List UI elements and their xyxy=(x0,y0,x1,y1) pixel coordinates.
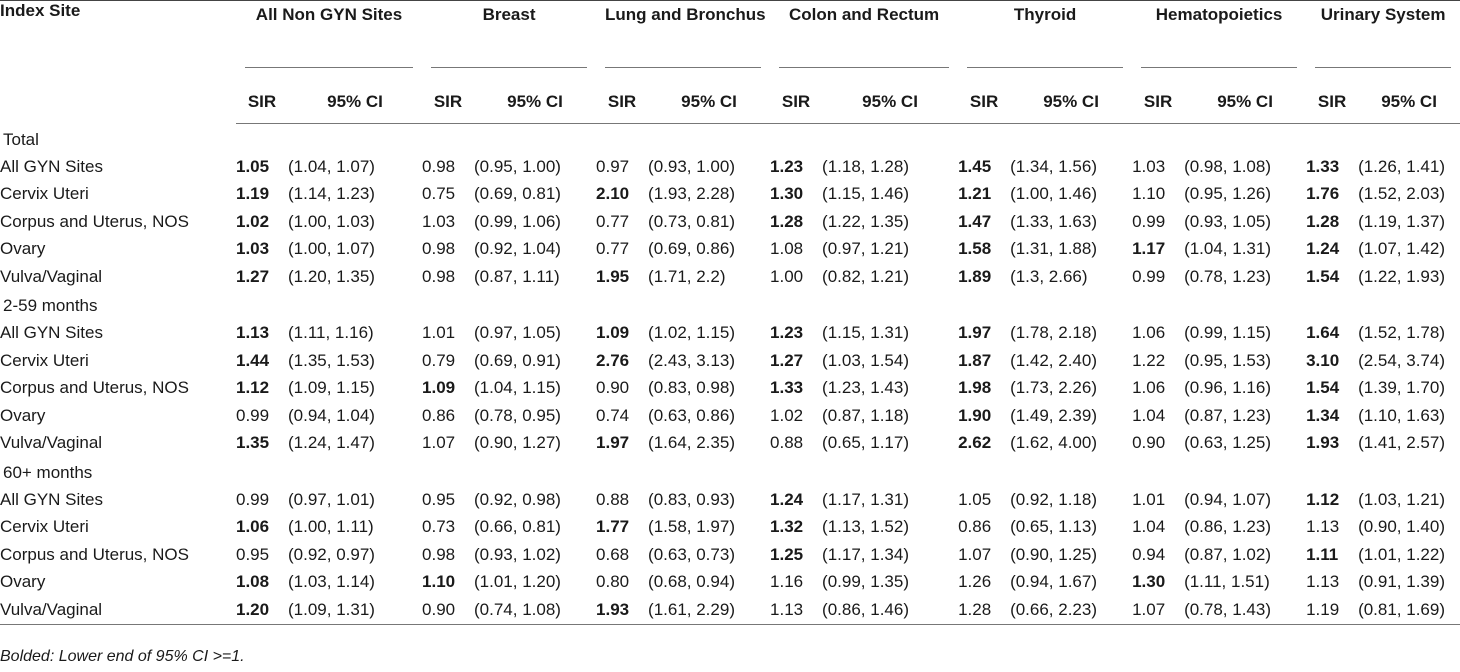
table-row xyxy=(0,263,1460,291)
section-title: 2-59 months xyxy=(3,296,98,315)
table-body xyxy=(0,124,1460,625)
table-row xyxy=(0,430,1460,458)
group-header: Thyroid xyxy=(958,1,1132,81)
ci-cell: (1.02, 1.15) xyxy=(648,323,735,343)
sir-cell: 1.07 xyxy=(958,544,992,564)
sir-cell: 0.88 xyxy=(596,489,630,509)
sir-cell: 1.23 xyxy=(770,156,804,176)
group-header: Urinary System xyxy=(1306,1,1460,81)
sir-cell: 1.02 xyxy=(770,405,804,425)
ci-cell: (1.78, 2.18) xyxy=(1010,323,1098,343)
row-label: Vulva/Vaginal xyxy=(0,266,103,286)
ci-cell: (0.98, 1.08) xyxy=(1184,156,1272,176)
sir-cell: 0.99 xyxy=(1132,211,1166,231)
ci-cell: (1.17, 1.31) xyxy=(822,489,909,509)
sir-cell: 1.13 xyxy=(1306,572,1340,592)
sir-cell: 0.90 xyxy=(1132,433,1166,453)
ci-cell: (1.23, 1.43) xyxy=(822,378,909,398)
sir-cell: 0.73 xyxy=(422,517,456,537)
ci-cell: (1.15, 1.31) xyxy=(822,323,909,343)
sir-cell: 1.21 xyxy=(958,184,992,204)
ci-cell: (1.00, 1.11) xyxy=(288,517,374,537)
sir-cell: 1.93 xyxy=(596,596,648,624)
sir-cell: 1.16 xyxy=(770,572,804,592)
sir-cell: 1.34 xyxy=(1306,405,1340,425)
sir-cell: 1.23 xyxy=(770,323,804,343)
ci-cell: (0.65, 1.13) xyxy=(1010,517,1098,537)
ci-cell: (1.35, 1.53) xyxy=(288,350,375,370)
sir-cell: 1.03 xyxy=(422,211,456,231)
ci-cell: (0.90, 1.27) xyxy=(474,433,561,453)
row-label: Cervix Uteri xyxy=(0,184,89,204)
sir-col-header: SIR xyxy=(770,80,822,124)
sir-cell: 1.76 xyxy=(1306,184,1340,204)
ci-col-header: 95% CI xyxy=(474,80,596,124)
sir-cell: 1.01 xyxy=(1132,489,1166,509)
ci-cell: (0.87, 1.11) xyxy=(474,266,560,286)
ci-cell: (2.54, 3.74) xyxy=(1358,350,1446,370)
footnote: Bolded: Lower end of 95% CI >=1. xyxy=(0,648,245,665)
sir-cell: 1.10 xyxy=(422,572,456,592)
sir-cell: 1.08 xyxy=(770,239,804,259)
section-row xyxy=(0,457,1460,486)
sir-cell: 1.13 xyxy=(236,323,270,343)
sir-cell: 1.19 xyxy=(1306,596,1358,624)
ci-cell: (1.20, 1.35) xyxy=(288,266,375,286)
sir-cell: 1.98 xyxy=(958,378,992,398)
row-label: Cervix Uteri xyxy=(0,350,89,370)
group-header: Lung and Bronchus xyxy=(596,1,770,81)
ci-cell: (0.99, 1.15) xyxy=(1184,323,1272,343)
sir-cell: 2.10 xyxy=(596,184,630,204)
group-header: Breast xyxy=(422,1,596,81)
ci-cell: (0.78, 1.43) xyxy=(1184,596,1306,624)
sir-col-header: SIR xyxy=(236,80,288,124)
sir-cell: 1.47 xyxy=(958,211,992,231)
sir-cell: 1.87 xyxy=(958,350,992,370)
row-label: All GYN Sites xyxy=(0,489,103,509)
sir-cell: 1.89 xyxy=(958,266,992,286)
sir-cell: 1.58 xyxy=(958,239,992,259)
row-label: All GYN Sites xyxy=(0,156,103,176)
section-row xyxy=(0,291,1460,320)
row-label: Corpus and Uterus, NOS xyxy=(0,211,189,231)
sir-cell: 0.75 xyxy=(422,184,456,204)
table-row xyxy=(0,153,1460,181)
ci-col-header: 95% CI xyxy=(648,80,770,124)
ci-cell: (1.18, 1.28) xyxy=(822,156,909,176)
table-row xyxy=(0,347,1460,375)
sir-cell: 1.00 xyxy=(770,266,804,286)
sir-cell: 1.30 xyxy=(1132,572,1166,592)
ci-cell: (1.03, 1.21) xyxy=(1358,489,1446,509)
ci-cell: (1.62, 4.00) xyxy=(1010,433,1098,453)
ci-cell: (0.99, 1.35) xyxy=(822,572,909,592)
ci-cell: (1.93, 2.28) xyxy=(648,184,735,204)
sir-cell: 0.95 xyxy=(422,489,456,509)
ci-col-header: 95% CI xyxy=(288,80,422,124)
sir-cell: 2.62 xyxy=(958,433,992,453)
ci-cell: (1.15, 1.46) xyxy=(822,184,909,204)
sir-cell: 1.06 xyxy=(1132,378,1166,398)
sir-cell: 1.28 xyxy=(770,211,804,231)
ci-cell: (0.82, 1.21) xyxy=(822,266,909,286)
section-title: Total xyxy=(3,129,39,149)
ci-cell: (0.86, 1.46) xyxy=(822,596,958,624)
ci-cell: (0.92, 1.04) xyxy=(474,239,561,259)
ci-cell: (0.94, 1.67) xyxy=(1010,572,1098,592)
section-row xyxy=(0,124,1460,154)
sir-cell: 0.94 xyxy=(1132,544,1166,564)
sir-cell: 0.97 xyxy=(596,156,630,176)
sir-cell: 0.98 xyxy=(422,239,456,259)
ci-cell: (1.64, 2.35) xyxy=(648,433,735,453)
sir-cell: 0.98 xyxy=(422,156,456,176)
ci-cell: (0.69, 0.81) xyxy=(474,184,561,204)
sir-cell: 1.28 xyxy=(958,596,1010,624)
sir-cell: 1.27 xyxy=(236,266,270,286)
ci-cell: (0.93, 1.02) xyxy=(474,544,561,564)
sir-cell: 1.01 xyxy=(422,323,456,343)
ci-cell: (1.3, 2.66) xyxy=(1010,266,1088,286)
ci-cell: (0.99, 1.06) xyxy=(474,211,561,231)
row-label: Corpus and Uterus, NOS xyxy=(0,544,189,564)
ci-cell: (1.04, 1.31) xyxy=(1184,239,1272,259)
ci-cell: (1.61, 2.29) xyxy=(648,596,770,624)
ci-cell: (0.63, 0.86) xyxy=(648,405,735,425)
ci-cell: (1.33, 1.63) xyxy=(1010,211,1098,231)
sir-cell: 1.20 xyxy=(236,596,288,624)
sir-cell: 0.90 xyxy=(596,378,630,398)
sir-cell: 1.12 xyxy=(1306,489,1340,509)
sir-cell: 1.32 xyxy=(770,517,804,537)
sir-cell: 1.35 xyxy=(236,433,270,453)
sir-cell: 0.86 xyxy=(958,517,992,537)
sir-cell: 1.06 xyxy=(1132,323,1166,343)
ci-cell: (0.95, 1.53) xyxy=(1184,350,1272,370)
ci-cell: (2.43, 3.13) xyxy=(648,350,735,370)
row-label: Ovary xyxy=(0,405,46,425)
sir-cell: 1.05 xyxy=(958,489,992,509)
index-site-header: Index Site xyxy=(0,1,81,20)
sir-cell: 1.24 xyxy=(770,489,804,509)
sir-cell: 1.08 xyxy=(236,572,270,592)
sir-cell: 1.10 xyxy=(1132,184,1166,204)
ci-cell: (1.03, 1.54) xyxy=(822,350,909,370)
sir-cell: 1.12 xyxy=(236,378,270,398)
ci-cell: (0.74, 1.08) xyxy=(474,596,596,624)
section-title: 60+ months xyxy=(3,462,93,482)
sir-cell: 0.68 xyxy=(596,544,630,564)
sir-cell: 1.19 xyxy=(236,184,270,204)
ci-cell: (1.58, 1.97) xyxy=(648,517,735,537)
ci-cell: (1.03, 1.14) xyxy=(288,572,375,592)
ci-cell: (1.41, 2.57) xyxy=(1358,433,1446,453)
ci-cell: (0.83, 0.98) xyxy=(648,378,735,398)
sir-cell: 1.11 xyxy=(1306,544,1339,564)
sir-cell: 0.98 xyxy=(422,544,456,564)
ci-cell: (0.96, 1.16) xyxy=(1184,378,1272,398)
ci-cell: (1.01, 1.20) xyxy=(474,572,561,592)
ci-cell: (1.00, 1.07) xyxy=(288,239,375,259)
ci-cell: (0.78, 1.23) xyxy=(1184,266,1272,286)
sir-cell: 0.86 xyxy=(422,405,456,425)
sir-cell: 1.05 xyxy=(236,156,270,176)
ci-cell: (0.94, 1.04) xyxy=(288,405,375,425)
ci-cell: (0.83, 0.93) xyxy=(648,489,735,509)
sir-cell: 0.98 xyxy=(422,266,456,286)
sir-cell: 1.45 xyxy=(958,156,992,176)
ci-cell: (0.93, 1.00) xyxy=(648,156,735,176)
sir-cell: 1.90 xyxy=(958,405,992,425)
row-label: Cervix Uteri xyxy=(0,517,89,537)
ci-cell: (1.04, 1.15) xyxy=(474,378,561,398)
ci-cell: (1.31, 1.88) xyxy=(1010,239,1098,259)
ci-cell: (0.95, 1.00) xyxy=(474,156,561,176)
ci-col-header: 95% CI xyxy=(1010,80,1132,124)
ci-cell: (1.39, 1.70) xyxy=(1358,378,1446,398)
ci-cell: (1.42, 2.40) xyxy=(1010,350,1098,370)
ci-cell: (0.68, 0.94) xyxy=(648,572,735,592)
table-row xyxy=(0,320,1460,348)
sir-cell: 1.07 xyxy=(1132,596,1184,624)
ci-cell: (1.73, 2.26) xyxy=(1010,378,1098,398)
ci-cell: (1.07, 1.42) xyxy=(1358,239,1446,259)
ci-cell: (0.94, 1.07) xyxy=(1184,489,1272,509)
sir-cell: 1.06 xyxy=(236,517,270,537)
ci-cell: (1.01, 1.22) xyxy=(1358,544,1446,564)
sir-cell: 1.09 xyxy=(596,323,630,343)
row-label: All GYN Sites xyxy=(0,323,103,343)
sir-cell: 1.04 xyxy=(1132,517,1166,537)
table-row xyxy=(0,208,1460,236)
ci-cell: (1.34, 1.56) xyxy=(1010,156,1098,176)
ci-cell: (1.24, 1.47) xyxy=(288,433,375,453)
ci-cell: (1.52, 2.03) xyxy=(1358,184,1446,204)
sir-cell: 0.99 xyxy=(1132,266,1166,286)
sir-cell: 1.54 xyxy=(1306,266,1340,286)
sir-cell: 1.27 xyxy=(770,350,804,370)
sir-cell: 1.07 xyxy=(422,433,456,453)
sir-col-header: SIR xyxy=(958,80,1010,124)
ci-cell: (0.78, 0.95) xyxy=(474,405,561,425)
sir-cell: 1.03 xyxy=(236,239,270,259)
ci-cell: (0.91, 1.39) xyxy=(1358,572,1446,592)
sir-cell: 1.03 xyxy=(1132,156,1166,176)
sir-cell: 0.99 xyxy=(236,405,270,425)
ci-col-header: 95% CI xyxy=(1358,80,1460,124)
sir-cell: 1.95 xyxy=(596,266,630,286)
table-row xyxy=(0,402,1460,430)
ci-cell: (0.92, 0.98) xyxy=(474,489,561,509)
row-label: Corpus and Uterus, NOS xyxy=(0,378,189,398)
table-row xyxy=(0,541,1460,569)
ci-cell: (0.97, 1.21) xyxy=(822,239,909,259)
sir-cell: 1.02 xyxy=(236,211,270,231)
sir-cell: 1.77 xyxy=(596,517,630,537)
group-header: Hematopoietics xyxy=(1132,1,1306,81)
ci-cell: (1.19, 1.37) xyxy=(1358,211,1446,231)
table-row xyxy=(0,514,1460,542)
ci-cell: (0.87, 1.02) xyxy=(1184,544,1272,564)
ci-cell: (1.49, 2.39) xyxy=(1010,405,1098,425)
sir-cell: 1.22 xyxy=(1132,350,1166,370)
ci-cell: (0.86, 1.23) xyxy=(1184,517,1272,537)
ci-cell: (0.93, 1.05) xyxy=(1184,211,1272,231)
sir-cell: 2.76 xyxy=(596,350,630,370)
sir-cell: 0.77 xyxy=(596,211,630,231)
sir-cell: 1.97 xyxy=(958,323,992,343)
sir-cell: 1.26 xyxy=(958,572,992,592)
sir-col-header: SIR xyxy=(422,80,474,124)
ci-cell: (0.90, 1.40) xyxy=(1358,517,1446,537)
ci-cell: (1.22, 1.93) xyxy=(1358,266,1446,286)
sir-cell: 0.74 xyxy=(596,405,630,425)
ci-cell: (0.81, 1.69) xyxy=(1358,596,1460,624)
ci-cell: (0.69, 0.91) xyxy=(474,350,561,370)
ci-cell: (0.97, 1.01) xyxy=(288,489,375,509)
ci-cell: (0.90, 1.25) xyxy=(1010,544,1098,564)
ci-cell: (1.00, 1.46) xyxy=(1010,184,1098,204)
ci-cell: (1.17, 1.34) xyxy=(822,544,909,564)
group-header: All Non GYN Sites xyxy=(236,1,422,81)
ci-cell: (1.71, 2.2) xyxy=(648,266,726,286)
ci-col-header: 95% CI xyxy=(1184,80,1306,124)
ci-cell: (1.22, 1.35) xyxy=(822,211,909,231)
sir-cell: 1.93 xyxy=(1306,433,1340,453)
sir-cell: 1.17 xyxy=(1132,239,1166,259)
sir-col-header: SIR xyxy=(596,80,648,124)
sir-cell: 0.88 xyxy=(770,433,804,453)
sir-cell: 1.54 xyxy=(1306,378,1340,398)
table-row xyxy=(0,236,1460,264)
ci-cell: (0.66, 0.81) xyxy=(474,517,561,537)
sir-cell: 0.77 xyxy=(596,239,630,259)
sir-col-header: SIR xyxy=(1306,80,1358,124)
sir-cell: 1.64 xyxy=(1306,323,1340,343)
sir-cell: 1.33 xyxy=(1306,156,1340,176)
sir-cell: 1.30 xyxy=(770,184,804,204)
ci-cell: (1.09, 1.15) xyxy=(288,378,375,398)
ci-cell: (1.14, 1.23) xyxy=(288,184,375,204)
table-row xyxy=(0,596,1460,624)
table-row xyxy=(0,569,1460,597)
ci-cell: (1.26, 1.41) xyxy=(1358,156,1446,176)
ci-cell: (0.66, 2.23) xyxy=(1010,596,1132,624)
ci-cell: (1.09, 1.31) xyxy=(288,596,422,624)
ci-cell: (0.63, 0.73) xyxy=(648,544,735,564)
row-label: Vulva/Vaginal xyxy=(0,433,103,453)
sir-cell: 1.33 xyxy=(770,378,804,398)
row-label: Vulva/Vaginal xyxy=(0,596,236,624)
ci-cell: (0.87, 1.23) xyxy=(1184,405,1272,425)
ci-cell: (1.52, 1.78) xyxy=(1358,323,1446,343)
table-row xyxy=(0,181,1460,209)
sir-cell: 1.13 xyxy=(770,596,822,624)
ci-cell: (0.97, 1.05) xyxy=(474,323,561,343)
ci-cell: (1.13, 1.52) xyxy=(822,517,909,537)
sir-col-header: SIR xyxy=(1132,80,1184,124)
group-header: Colon and Rectum xyxy=(770,1,958,81)
sir-cell: 1.25 xyxy=(770,544,804,564)
sir-cell: 3.10 xyxy=(1306,350,1340,370)
row-label: Ovary xyxy=(0,572,46,592)
sir-cell: 1.13 xyxy=(1306,517,1340,537)
sir-cell: 1.09 xyxy=(422,378,456,398)
table-row xyxy=(0,375,1460,403)
ci-cell: (1.11, 1.16) xyxy=(288,323,374,343)
ci-cell: (1.00, 1.03) xyxy=(288,211,375,231)
ci-cell: (1.04, 1.07) xyxy=(288,156,375,176)
ci-cell: (0.92, 1.18) xyxy=(1010,489,1098,509)
ci-cell: (0.69, 0.86) xyxy=(648,239,735,259)
ci-cell: (0.63, 1.25) xyxy=(1184,433,1272,453)
ci-cell: (0.92, 0.97) xyxy=(288,544,375,564)
ci-cell: (0.95, 1.26) xyxy=(1184,184,1272,204)
sir-cell: 0.99 xyxy=(236,489,270,509)
ci-cell: (1.11, 1.51) xyxy=(1184,572,1270,592)
group-header-row xyxy=(0,1,1460,81)
ci-cell: (0.73, 0.81) xyxy=(648,211,735,231)
sir-cell: 1.97 xyxy=(596,433,630,453)
sir-cell: 0.80 xyxy=(596,572,630,592)
sir-cell: 0.90 xyxy=(422,596,474,624)
ci-cell: (0.65, 1.17) xyxy=(822,433,909,453)
table-row xyxy=(0,486,1460,514)
sir-cell: 1.44 xyxy=(236,350,270,370)
sir-cell: 0.79 xyxy=(422,350,456,370)
sir-cell: 0.95 xyxy=(236,544,270,564)
ci-col-header: 95% CI xyxy=(822,80,958,124)
sir-cell: 1.28 xyxy=(1306,211,1340,231)
sir-cell: 1.24 xyxy=(1306,239,1340,259)
ci-cell: (0.87, 1.18) xyxy=(822,405,909,425)
sir-cell: 1.04 xyxy=(1132,405,1166,425)
ci-cell: (1.10, 1.63) xyxy=(1358,405,1446,425)
row-label: Ovary xyxy=(0,239,46,259)
